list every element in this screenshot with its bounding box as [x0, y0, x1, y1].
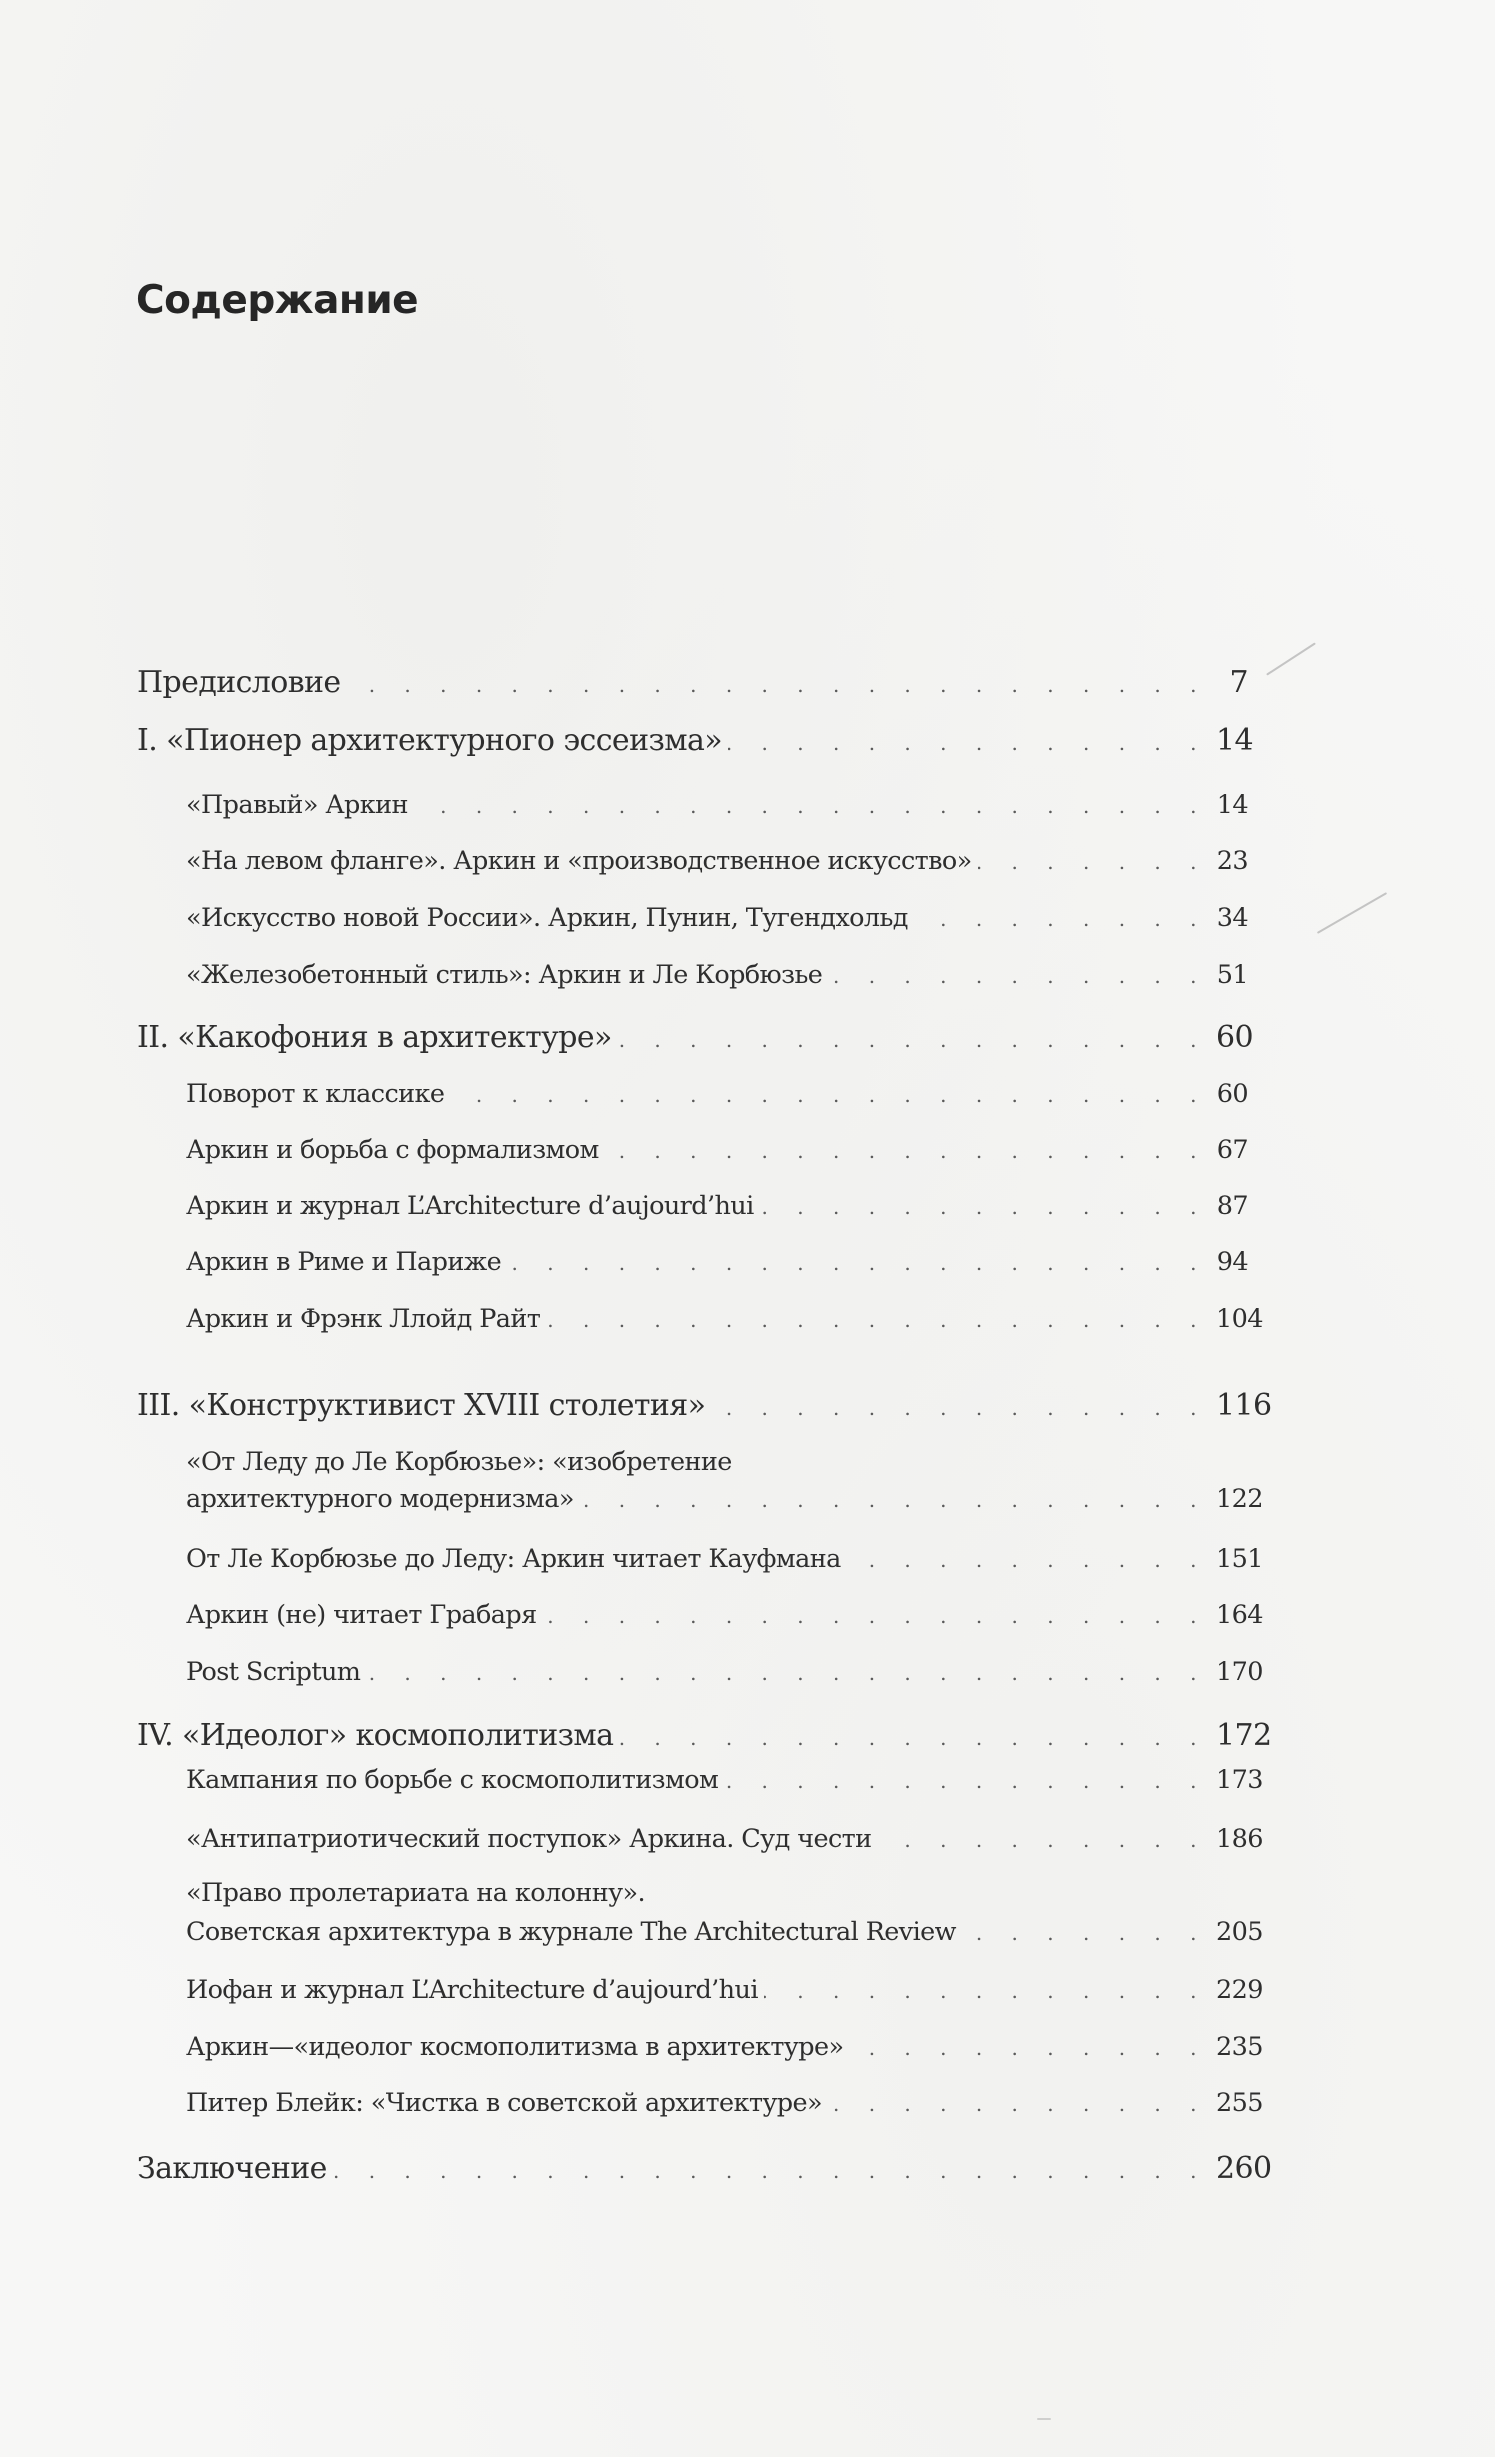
toc-entry-section[interactable]: [186, 1765, 1263, 1795]
toc-page-number: 23: [1216, 846, 1248, 876]
toc-page-number: 51: [1216, 960, 1248, 990]
toc-page-number: 205: [1216, 1917, 1263, 1947]
toc-entry-title: От Ле Корбюзье до Леду: Аркин читает Кауфмана: [186, 1544, 841, 1574]
toc-entry-chapter-3[interactable]: [137, 1388, 1272, 1423]
toc-entry-section[interactable]: [186, 1484, 1263, 1514]
toc-entry-section[interactable]: [186, 903, 1248, 933]
toc-entry-section[interactable]: [186, 1247, 1248, 1277]
toc-page-number: 164: [1216, 1600, 1263, 1630]
pencil-mark: [1266, 642, 1316, 675]
toc-page-number: 14: [1216, 723, 1253, 758]
leader-dots: [878, 1828, 1208, 1852]
leader-dots: [619, 1726, 1208, 1750]
toc-entry-title: Post Scriptum: [186, 1657, 361, 1687]
toc-page-number: 260: [1216, 2151, 1272, 2186]
toc-entry-title-line1[interactable]: «Право пролетариата на колонну».: [186, 1878, 646, 1908]
toc-entry-title: III. «Конструктивист XVIII столетия»: [137, 1388, 706, 1423]
toc-entry-section[interactable]: [186, 846, 1248, 876]
leader-dots: [978, 850, 1208, 874]
toc-entry-section[interactable]: [186, 1191, 1248, 1221]
leader-dots: [847, 1548, 1208, 1572]
toc-entry-title: Заключение: [137, 2151, 327, 2186]
toc-page-number: 14: [1216, 790, 1248, 820]
toc-entry-title: Предисловие: [137, 665, 341, 700]
toc-page-number: 7: [1229, 665, 1248, 700]
leader-dots: [450, 1083, 1208, 1107]
leader-dots: [728, 731, 1208, 755]
toc-page-number: 116: [1216, 1388, 1272, 1423]
leader-dots: [850, 2036, 1208, 2060]
toc-entry-section[interactable]: [186, 1917, 1263, 1947]
toc-page-number: 34: [1216, 903, 1248, 933]
leader-dots: [724, 1769, 1208, 1793]
toc-entry-chapter-4[interactable]: [137, 1718, 1272, 1753]
toc-entry-section[interactable]: [186, 1304, 1263, 1334]
toc-entry-title: Кампания по борьбе с космополитизмом: [186, 1765, 719, 1795]
toc-page-number: 87: [1216, 1191, 1248, 1221]
toc-entry-title: «Железобетонный стиль»: Аркин и Ле Корбюзье: [186, 960, 823, 990]
toc-entry-title: Аркин—«идеолог космополитизма в архитектуре»: [186, 2032, 844, 2062]
leader-dots: [764, 1979, 1208, 2003]
toc-entry-title: Аркин и Фрэнк Ллойд Райт: [186, 1304, 541, 1334]
toc-entry-section[interactable]: [186, 960, 1248, 990]
toc-page-number: 229: [1216, 1975, 1263, 2005]
toc-page-number: 255: [1216, 2088, 1263, 2118]
toc-page-number: 60: [1216, 1020, 1253, 1055]
toc-entry-conclusion[interactable]: [137, 2151, 1272, 2186]
toc-entry-chapter-2[interactable]: [137, 1020, 1253, 1055]
toc-entry-title: Аркин (не) читает Грабаря: [186, 1600, 537, 1630]
page-title: Содержание: [136, 278, 419, 323]
toc-entry-title: Питер Блейк: «Чистка в советской архитектуре»: [186, 2088, 822, 2118]
leader-dots: [828, 964, 1208, 988]
toc-entry-section[interactable]: [186, 1975, 1263, 2005]
leader-dots: [543, 1604, 1208, 1628]
toc-entry-section[interactable]: [186, 790, 1248, 820]
paper-speck: [1037, 2418, 1051, 2420]
toc-page-number: 67: [1216, 1135, 1248, 1165]
leader-dots: [366, 1661, 1208, 1685]
toc-entry-section[interactable]: [186, 1657, 1263, 1687]
toc-entry-section[interactable]: [186, 1135, 1248, 1165]
toc-entry-section[interactable]: [186, 1544, 1263, 1574]
toc-page-number: 172: [1216, 1718, 1272, 1753]
toc-entry-title: Поворот к классике: [186, 1079, 445, 1109]
toc-page-number: 173: [1216, 1765, 1263, 1795]
toc-entry-chapter-1[interactable]: [137, 723, 1253, 758]
leader-dots: [605, 1139, 1208, 1163]
toc-page-number: 104: [1216, 1304, 1263, 1334]
toc-entry-title: IV. «Идеолог» космополитизма: [137, 1718, 614, 1753]
toc-entry-title: «Правый» Аркин: [186, 790, 408, 820]
toc-page-number: 151: [1216, 1544, 1263, 1574]
toc-page-number: 235: [1216, 2032, 1263, 2062]
toc-entry-title: Аркин и борьба с формализмом: [186, 1135, 599, 1165]
toc-entry-title: Аркин в Риме и Париже: [186, 1247, 502, 1277]
toc-page-number: 94: [1216, 1247, 1248, 1277]
leader-dots: [580, 1488, 1208, 1512]
leader-dots: [507, 1251, 1208, 1275]
toc-page-number: 60: [1216, 1079, 1248, 1109]
toc-page-number: 186: [1216, 1824, 1263, 1854]
toc-entry-section[interactable]: [186, 2032, 1263, 2062]
leader-dots: [828, 2092, 1208, 2116]
toc-page-number: 122: [1216, 1484, 1263, 1514]
toc-entry-section[interactable]: [186, 1079, 1248, 1109]
toc-entry-title: «Антипатриотический поступок» Аркина. Суд чести: [186, 1824, 872, 1854]
toc-entry-section[interactable]: [186, 1824, 1263, 1854]
leader-dots: [711, 1396, 1208, 1420]
toc-entry-section[interactable]: [186, 1600, 1263, 1630]
toc-entry-title: II. «Какофония в архитектуре»: [137, 1020, 612, 1055]
toc-entry-title: «На левом фланге». Аркин и «производственное искусство»: [186, 846, 972, 876]
toc-entry-title: архитектурного модернизма»: [186, 1484, 574, 1514]
toc-page-number: 170: [1216, 1657, 1263, 1687]
toc-entry-preface[interactable]: [137, 665, 1248, 700]
toc-entry-title-line1[interactable]: «От Леду до Ле Корбюзье»: «изобретение: [186, 1447, 732, 1477]
toc-entry-title: Иофан и журнал L’Architecture d’aujourd’hui: [186, 1975, 758, 2005]
leader-dots: [333, 2159, 1208, 2183]
leader-dots: [414, 794, 1208, 818]
leader-dots: [618, 1028, 1208, 1052]
leader-dots: [962, 1921, 1208, 1945]
pencil-mark: [1317, 892, 1387, 934]
leader-dots: [760, 1195, 1208, 1219]
leader-dots: [914, 907, 1208, 931]
toc-entry-title: Советская архитектура в журнале The Architectural Review: [186, 1917, 956, 1947]
toc-entry-title: Аркин и журнал L’Architecture d’aujourd’hui: [186, 1191, 754, 1221]
toc-entry-section[interactable]: [186, 2088, 1263, 2118]
leader-dots: [546, 1308, 1208, 1332]
toc-entry-title: I. «Пионер архитектурного эссеизма»: [137, 723, 723, 758]
toc-entry-title: «Искусство новой России». Аркин, Пунин, Тугендхольд: [186, 903, 908, 933]
leader-dots: [347, 673, 1208, 697]
